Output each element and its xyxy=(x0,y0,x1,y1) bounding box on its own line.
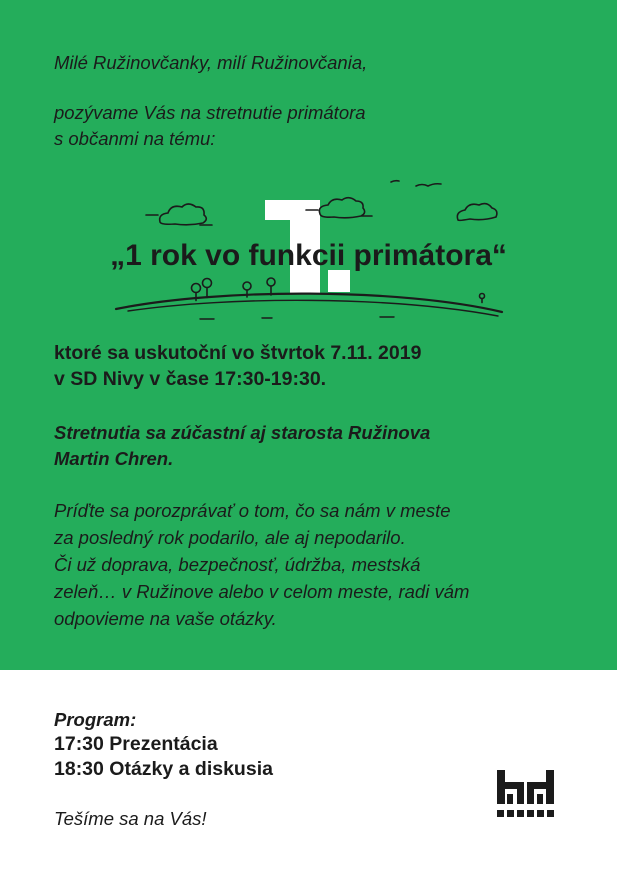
tree-icon xyxy=(203,279,212,288)
body-line-2: za posledný rok podarilo, ale aj nepodarilo. xyxy=(54,527,406,548)
body-line-3: Či už doprava, bezpečnosť, údržba, mestská xyxy=(54,554,421,575)
clouds xyxy=(146,198,497,225)
greeting: Milé Ružinovčanky, milí Ružinovčania, xyxy=(54,52,368,73)
date-line-1: ktoré sa uskutoční vo štvrtok 7.11. 2019 xyxy=(54,342,422,364)
hill-top xyxy=(116,294,502,312)
program-heading: Program: xyxy=(54,709,137,730)
intro-line-2: s občanmi na tému: xyxy=(54,128,216,149)
guest-line-2: Martin Chren. xyxy=(54,448,174,469)
tree-icon xyxy=(267,278,275,286)
bratislava-city-logo-icon xyxy=(497,770,557,820)
event-title: „1 rok vo funkcii primátora“ xyxy=(110,239,507,272)
tree-icon xyxy=(192,284,201,293)
program-item-2: 18:30 Otázky a diskusia xyxy=(54,758,273,780)
hill-bottom xyxy=(128,300,498,316)
bird-icon xyxy=(391,181,399,182)
cloud-icon xyxy=(457,204,497,221)
cloud-icon xyxy=(160,204,207,225)
body-line-1: Príďte sa porozprávať o tom, čo sa nám v meste xyxy=(54,500,451,521)
body-line-5: odpovieme na vaše otázky. xyxy=(54,608,277,629)
hill-lines xyxy=(116,294,502,319)
cloud-icon xyxy=(319,198,364,218)
program-item-1: 17:30 Prezentácia xyxy=(54,733,218,755)
body-line-4: zeleň… v Ružinove alebo v celom meste, radi vám xyxy=(54,581,470,602)
closing-text: Tešíme sa na Vás! xyxy=(54,808,207,829)
guest-line-1: Stretnutia sa zúčastní aj starosta Ružinova xyxy=(54,422,431,443)
tree-icon xyxy=(243,282,251,290)
bird-icon xyxy=(416,184,441,186)
birds xyxy=(391,181,441,186)
date-line-2: v SD Nivy v čase 17:30-19:30. xyxy=(54,368,327,390)
intro-line-1: pozývame Vás na stretnutie primátora xyxy=(54,102,366,123)
title-illustration xyxy=(0,170,617,330)
